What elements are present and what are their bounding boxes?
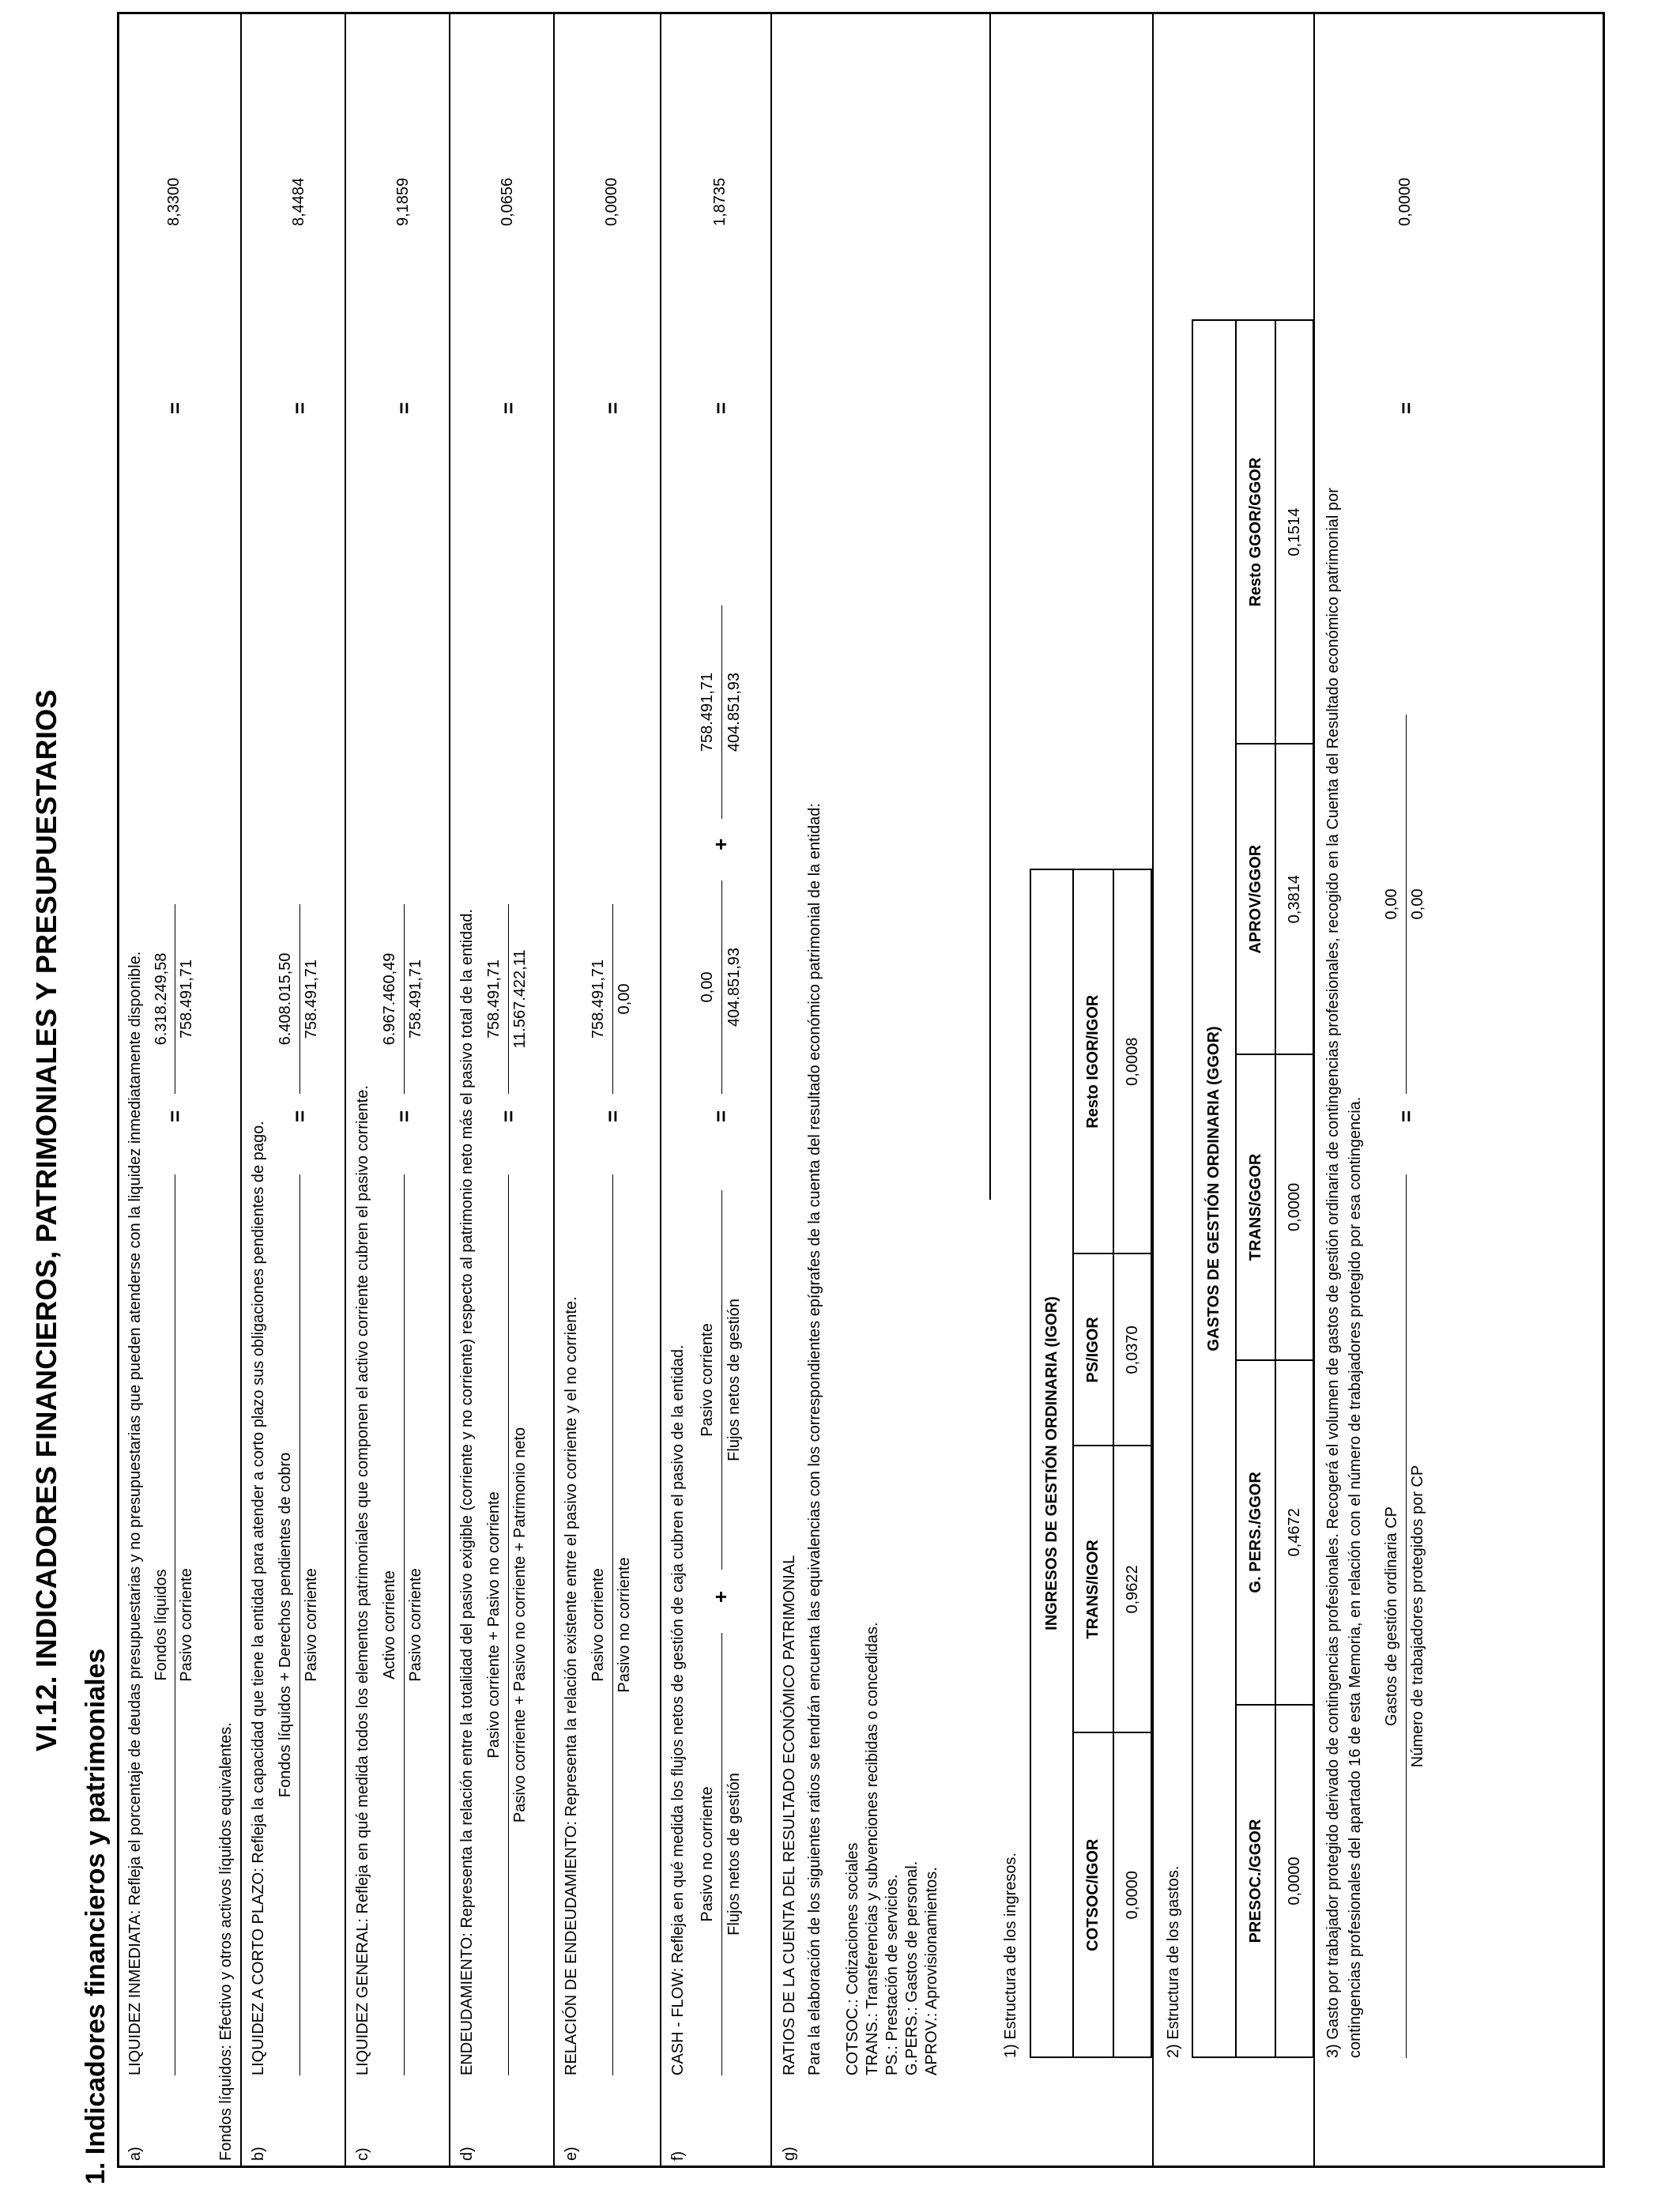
expense-header-aprov: APROV/GGOR bbox=[1236, 744, 1275, 1054]
fraction-line bbox=[508, 1174, 509, 2075]
cash-flow-label2-numerator: Pasivo corriente bbox=[699, 1323, 716, 1437]
section-letter-e: e) bbox=[563, 2147, 580, 2161]
section-divider bbox=[240, 12, 242, 2168]
liquidez-corto-plazo-denominator-value: 758.491,71 bbox=[303, 959, 320, 1039]
legend-cotsoc: COTSOC.: Cotizaciones sociales bbox=[844, 1842, 861, 2075]
endeudamiento-denominator-label: Pasivo corriente + Pasivo no corriente + Patrimonio neto bbox=[511, 1427, 529, 1823]
fraction-line bbox=[612, 1174, 613, 2075]
liquidez-corto-plazo-denominator-label: Pasivo corriente bbox=[303, 1568, 320, 1682]
expense-value-aprov: 0,3814 bbox=[1275, 744, 1313, 1054]
endeudamiento-result: 0,0656 bbox=[499, 177, 516, 226]
income-header-cotsoc: COTSOC/IGOR bbox=[1073, 1732, 1113, 2057]
endeudamiento-denominator-value: 11.567.422,11 bbox=[511, 949, 529, 1049]
cp-description: 3) Gasto por trabajador protegido derivado de contingencias profesionales. Recogerá el volumen de gastos de gestión ordinaria de contingencias profesionales, recogido en la Cuenta del Resultado económico patrimonial por bbox=[1324, 488, 1342, 2058]
liquidez-general-denominator-label: Pasivo corriente bbox=[407, 1568, 424, 1682]
section-divider bbox=[345, 12, 346, 2168]
equals-sign: = bbox=[1394, 1110, 1418, 1122]
equals-sign: = bbox=[496, 401, 520, 414]
cp-numerator-label: Gastos de gestión ordinaria CP bbox=[1383, 1506, 1400, 1726]
relacion-endeudamiento-denominator-label: Pasivo no corriente bbox=[616, 1557, 633, 1693]
equals-sign: = bbox=[496, 1110, 520, 1122]
liquidez-corto-plazo-description: LIQUIDEZ A CORTO PLAZO: Refleja la capacidad que tiene la entidad para atender a corto plazo sus obligaciones pendientes de pago. bbox=[250, 1121, 267, 2075]
cp-result: 0,0000 bbox=[1396, 177, 1414, 226]
income-value-trans: 0,9622 bbox=[1113, 1446, 1151, 1732]
cash-flow-label1-denominator: Flujos netos de gestión bbox=[725, 1773, 743, 1936]
expense-table-title: GASTOS DE GESTIÓN ORDINARIA (GGOR) bbox=[1192, 320, 1236, 2057]
fraction-line bbox=[404, 1174, 405, 2075]
liquidez-general-numerator-label: Activo corriente bbox=[381, 1570, 398, 1679]
fraction-line bbox=[721, 605, 722, 819]
fraction-line bbox=[1406, 714, 1407, 1094]
liquidez-general-result: 9,1859 bbox=[394, 177, 412, 226]
income-structure-label: 1) Estructura de los ingresos. bbox=[1002, 1852, 1019, 2058]
ratios-title: RATIOS DE LA CUENTA DEL RESULTADO ECONÓMICO PATRIMONIAL bbox=[781, 1555, 798, 2075]
section-title: 1. Indicadores financieros y patrimoniales bbox=[81, 1648, 111, 2185]
endeudamiento-numerator-value: 758.491,71 bbox=[485, 959, 503, 1039]
section-divider bbox=[449, 12, 450, 2168]
expense-value-resto: 0,1514 bbox=[1275, 320, 1313, 744]
liquidez-corto-plazo-numerator-value: 6.408.015,50 bbox=[277, 952, 294, 1046]
fraction-line bbox=[508, 904, 509, 1094]
expense-value-gpers: 0,4672 bbox=[1275, 1360, 1313, 1705]
liquidez-inmediata-numerator-label: Fondos líquidos bbox=[153, 1569, 170, 1681]
expense-value-presoc: 0,0000 bbox=[1275, 1705, 1313, 2057]
ratios-intro: Para la elaboración de los siguientes ratios se tendrán encuenta las equivalencias con los correspondientes epígrafes de la cuenta del resultado económico patrimonial de la entidad: bbox=[806, 803, 823, 2075]
liquidez-inmediata-result: 8,3300 bbox=[165, 177, 183, 226]
liquidez-inmediata-denominator-value: 758.491,71 bbox=[178, 959, 195, 1039]
expense-structure-label: 2) Estructura de los gastos. bbox=[1165, 1865, 1182, 2058]
legend-ps: PS.: Prestación de servicios. bbox=[883, 1874, 901, 2075]
income-header-ps: PS/IGOR bbox=[1073, 1253, 1113, 1446]
equals-sign: = bbox=[601, 401, 624, 414]
equals-sign: = bbox=[709, 401, 733, 414]
liquidez-general-description: LIQUIDEZ GENERAL: Refleja en qué medida todos los elementos patrimoniales que componen el activo corriente cubren el pasivo corriente. bbox=[354, 1085, 371, 2075]
liquidez-corto-plazo-result: 8,4484 bbox=[290, 177, 307, 226]
equals-sign: = bbox=[163, 1110, 186, 1122]
section-letter-g: g) bbox=[781, 2147, 798, 2161]
section-divider bbox=[770, 12, 772, 2168]
plus-sign: + bbox=[709, 838, 733, 850]
equals-sign: = bbox=[392, 401, 416, 414]
fraction-line bbox=[612, 904, 613, 1094]
fraction-line bbox=[721, 880, 722, 1094]
cash-flow-value1-numerator: 0,00 bbox=[699, 971, 716, 1003]
fraction-line bbox=[721, 1190, 722, 1570]
endeudamiento-description: ENDEUDAMIENTO: Representa la relación entre la totalidad del pasivo exigible (corriente y no corriente) respecto al patrimonio neto más el pasivo total de la entidad. bbox=[458, 909, 476, 2075]
relacion-endeudamiento-denominator-value: 0,00 bbox=[616, 983, 633, 1015]
expense-table bbox=[1192, 319, 1314, 2058]
fraction-line bbox=[404, 904, 405, 1094]
equals-sign: = bbox=[392, 1110, 416, 1122]
equals-sign: = bbox=[1394, 401, 1418, 414]
cash-flow-label2-denominator: Flujos netos de gestión bbox=[725, 1299, 743, 1461]
cp-numerator-value: 0,00 bbox=[1383, 888, 1400, 920]
liquidez-inmediata-denominator-label: Pasivo corriente bbox=[178, 1568, 195, 1682]
relacion-endeudamiento-numerator-label: Pasivo corriente bbox=[590, 1568, 607, 1682]
expense-header-presoc: PRESOC./GGOR bbox=[1236, 1705, 1275, 2057]
liquidez-corto-plazo-numerator-label: Fondos líquidos + Derechos pendientes de cobro bbox=[277, 1452, 294, 1798]
fraction-line bbox=[299, 904, 300, 1094]
fraction-line bbox=[721, 1633, 722, 2075]
equals-sign: = bbox=[709, 1110, 733, 1122]
income-header-resto: Resto IGOR/IGOR bbox=[1073, 869, 1113, 1253]
section-divider bbox=[660, 12, 661, 2168]
page-title: VI.12. INDICADORES FINANCIEROS, PATRIMONIALES Y PRESUPUESTARIOS bbox=[30, 689, 62, 1751]
relacion-endeudamiento-description: RELACIÓN DE ENDEUDAMIENTO: Representa la relación existente entre el pasivo corriente y el no corriente. bbox=[563, 1296, 580, 2075]
fraction-line bbox=[1406, 1174, 1407, 2058]
income-value-resto: 0,0008 bbox=[1113, 869, 1151, 1253]
cp-denominator-value: 0,00 bbox=[1409, 888, 1426, 920]
section-divider bbox=[1152, 12, 1154, 2168]
liquidez-inmediata-note: Fondos líquidos: Efectivo y otros activos líquidos equivalentes. bbox=[217, 1722, 235, 2161]
section-divider bbox=[1313, 12, 1315, 2168]
section-letter-f: f) bbox=[669, 2151, 687, 2161]
cash-flow-value1-denominator: 404.851,93 bbox=[725, 947, 743, 1027]
liquidez-inmediata-numerator-value: 6.318.249,58 bbox=[153, 952, 170, 1046]
fraction-line bbox=[299, 1174, 300, 2075]
section-letter-c: c) bbox=[354, 2147, 371, 2161]
relacion-endeudamiento-numerator-value: 758.491,71 bbox=[590, 959, 607, 1039]
section-letter-a: a) bbox=[126, 2147, 144, 2161]
section-letter-b: b) bbox=[250, 2147, 267, 2161]
income-table-title: INGRESOS DE GESTIÓN ORDINARIA (IGOR) bbox=[1030, 869, 1073, 2057]
expense-header-resto: Resto GGOR/GGOR bbox=[1236, 320, 1275, 744]
legend-gpers: G.PERS.: Gastos de personal. bbox=[903, 1860, 921, 2075]
equals-sign: = bbox=[288, 1110, 311, 1122]
cash-flow-description: CASH - FLOW: Refleja en qué medida los flujos netos de gestión de caja cubren el pasivo de la entidad. bbox=[669, 1344, 687, 2075]
expense-header-trans: TRANS/GGOR bbox=[1236, 1054, 1275, 1359]
plus-sign: + bbox=[709, 1590, 733, 1603]
endeudamiento-numerator-label: Pasivo corriente + Pasivo no corriente bbox=[485, 1491, 503, 1759]
relacion-endeudamiento-result: 0,0000 bbox=[603, 177, 620, 226]
income-value-ps: 0,0370 bbox=[1113, 1253, 1151, 1446]
legend-aprov: APROV.: Aprovisionamientos. bbox=[923, 1867, 940, 2075]
income-header-trans: TRANS/IGOR bbox=[1073, 1446, 1113, 1732]
equals-sign: = bbox=[601, 1110, 624, 1122]
income-value-cotsoc: 0,0000 bbox=[1113, 1732, 1151, 2057]
expense-header-gpers: G. PERS./GGOR bbox=[1236, 1360, 1275, 1705]
equals-sign: = bbox=[163, 401, 186, 414]
ratios-subdivider bbox=[989, 12, 991, 1200]
cash-flow-value2-denominator: 404.851,93 bbox=[725, 672, 743, 752]
equals-sign: = bbox=[288, 401, 311, 414]
legend-trans: TRANS.: Transferencias y subvenciones recibidas o concedidas. bbox=[864, 1622, 881, 2075]
section-letter-d: d) bbox=[458, 2147, 476, 2161]
section-divider bbox=[553, 12, 555, 2168]
income-table bbox=[1030, 869, 1152, 2058]
expense-value-trans: 0,0000 bbox=[1275, 1054, 1313, 1359]
cash-flow-result: 1,8735 bbox=[711, 177, 729, 226]
cp-description-continued: contingencias profesionales del apartado 16 de esta Memoria, en relación con el número de trabajadores protegido por esa contingencia. bbox=[1347, 1096, 1364, 2058]
cash-flow-value2-numerator: 758.491,71 bbox=[699, 672, 716, 752]
cash-flow-label1-numerator: Pasivo no corriente bbox=[699, 1786, 716, 1922]
cp-denominator-label: Número de trabajadores protegidos por CP bbox=[1409, 1465, 1426, 1768]
liquidez-general-numerator-value: 6.967.460,49 bbox=[381, 952, 398, 1046]
liquidez-inmediata-description: LIQUIDEZ INMEDIATA: Refleja el porcentaje de deudas presupuestarias y no presupuestarias que pueden atenderse con la liquidez inmediatamente disponible. bbox=[126, 951, 144, 2075]
liquidez-general-denominator-value: 758.491,71 bbox=[407, 959, 424, 1039]
